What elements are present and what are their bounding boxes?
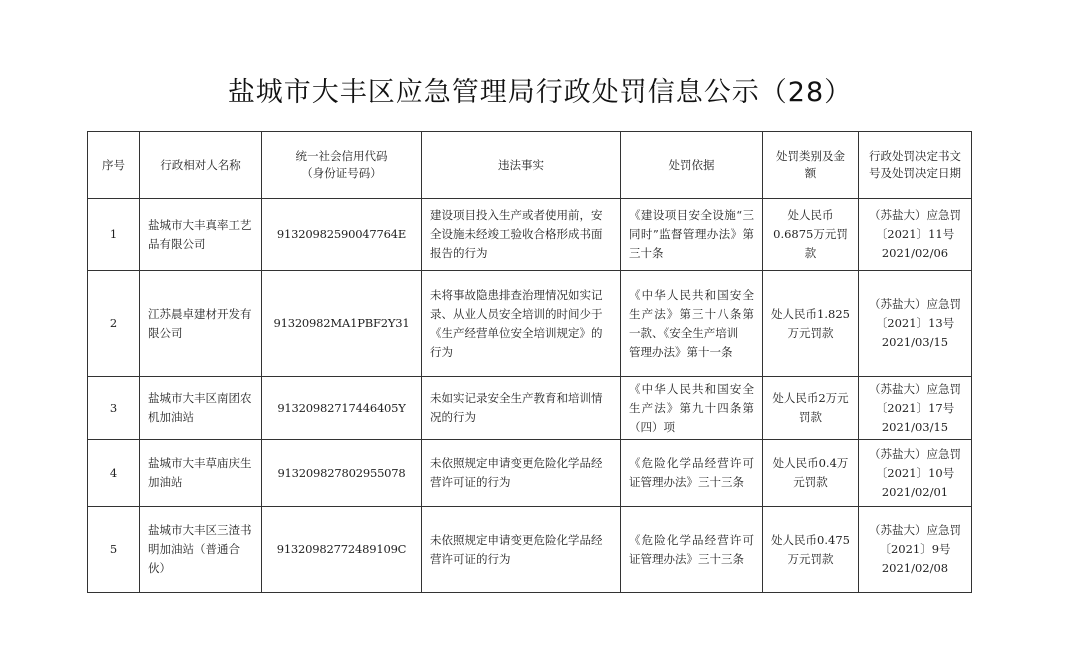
cell-facts: 未依照规定申请变更危险化学品经营许可证的行为 — [422, 507, 621, 593]
cell-code: 91320982590047764E — [262, 199, 422, 271]
cell-no: 4 — [88, 440, 140, 507]
header-basis: 处罚依据 — [621, 132, 763, 199]
table-row — [88, 199, 972, 271]
cell-facts: 未如实记录安全生产教育和培训情况的行为 — [422, 377, 621, 440]
cell-name: 盐城市大丰区南团农机加油站 — [140, 377, 262, 440]
cell-doc-number: （苏盐大）应急罚〔2021〕10号 — [869, 446, 961, 480]
cell-doc-number: （苏盐大）应急罚〔2021〕11号 — [869, 208, 961, 241]
cell-code: 91320982717446405Y — [262, 377, 422, 440]
cell-name: 盐城市大丰真率工艺品有限公司 — [140, 199, 262, 271]
cell-doc — [859, 199, 972, 271]
cell-doc-number: （苏盐大）应急罚〔2021〕13号 — [869, 297, 961, 330]
cell-doc-date: 2021/02/06 — [881, 246, 949, 260]
table-row — [88, 377, 972, 440]
table-row — [88, 440, 972, 507]
cell-basis: 《建设项目安全设施“三同时”监督管理办法》第三十条 — [621, 199, 763, 271]
cell-doc — [859, 271, 972, 377]
table-row — [88, 271, 972, 377]
cell-name: 江苏晨卓建材开发有限公司 — [140, 271, 262, 377]
cell-basis: 《中华人民共和国安全生产法》第九十四条第（四）项 — [621, 377, 763, 440]
cell-no: 3 — [88, 377, 140, 440]
header-doc: 行政处罚决定书文号及处罚决定日期 — [859, 132, 972, 199]
table-header-row — [88, 132, 972, 199]
page-title: 盐城市大丰区应急管理局行政处罚信息公示（28） — [227, 77, 853, 108]
cell-basis-line2: 管理办法》第十一条 — [629, 344, 733, 359]
header-type: 处罚类别及金额 — [763, 132, 859, 199]
cell-doc-date: 2021/03/15 — [881, 335, 949, 349]
cell-facts: 未将事故隐患排查治理情况如实记录、从业人员安全培训的时间少于《生产经营单位安全培训规定》的行为 — [422, 271, 621, 377]
cell-type: 处人民币1.825万元罚款 — [763, 271, 859, 377]
penalty-table — [87, 131, 972, 593]
cell-name: 盐城市大丰草庙庆生加油站 — [140, 440, 262, 507]
cell-doc-date: 2021/02/08 — [881, 561, 949, 575]
cell-code: 91320982MA1PBF2Y31 — [262, 271, 422, 377]
cell-type: 处人民币0.4万元罚款 — [763, 440, 859, 507]
header-code-line2: （身份证号码） — [301, 166, 382, 180]
cell-doc-date: 2021/02/01 — [881, 484, 949, 499]
cell-doc-date: 2021/03/15 — [881, 419, 949, 434]
cell-doc-number: （苏盐大）应急罚〔2021〕17号 — [869, 381, 961, 415]
cell-basis — [621, 271, 763, 377]
cell-facts: 未依照规定申请变更危险化学品经营许可证的行为 — [422, 440, 621, 507]
header-code-line1: 统一社会信用代码 — [295, 149, 388, 163]
cell-no: 1 — [88, 199, 140, 271]
cell-doc — [859, 377, 972, 440]
table-row — [88, 507, 972, 593]
cell-basis: 《危险化学品经营许可证管理办法》三十三条 — [621, 507, 763, 593]
cell-no: 2 — [88, 271, 140, 377]
cell-doc-number: （苏盐大）应急罚〔2021〕9号 — [869, 523, 961, 556]
cell-basis: 《危险化学品经营许可证管理办法》三十三条 — [621, 440, 763, 507]
cell-type: 处人民币2万元罚款 — [763, 377, 859, 440]
header-code — [262, 132, 422, 199]
cell-type: 处人民币0.6875万元罚款 — [763, 199, 859, 271]
cell-no: 5 — [88, 507, 140, 593]
cell-type: 处人民币0.475万元罚款 — [763, 507, 859, 593]
cell-basis-line1: 《中华人民共和国安全生产法》第三十八条第一款、《安全生产培训 — [629, 287, 754, 340]
header-name: 行政相对人名称 — [140, 132, 262, 199]
header-facts: 违法事实 — [422, 132, 621, 199]
cell-code: 91320982772489109C — [262, 507, 422, 593]
header-no: 序号 — [88, 132, 140, 199]
cell-doc — [859, 507, 972, 593]
cell-name: 盐城市大丰区三渣书明加油站（普通合伙） — [140, 507, 262, 593]
cell-doc — [859, 440, 972, 507]
cell-facts: 建设项目投入生产或者使用前，安全设施未经竣工验收合格形成书面报告的行为 — [422, 199, 621, 271]
cell-code: 913209827802955078 — [262, 440, 422, 507]
